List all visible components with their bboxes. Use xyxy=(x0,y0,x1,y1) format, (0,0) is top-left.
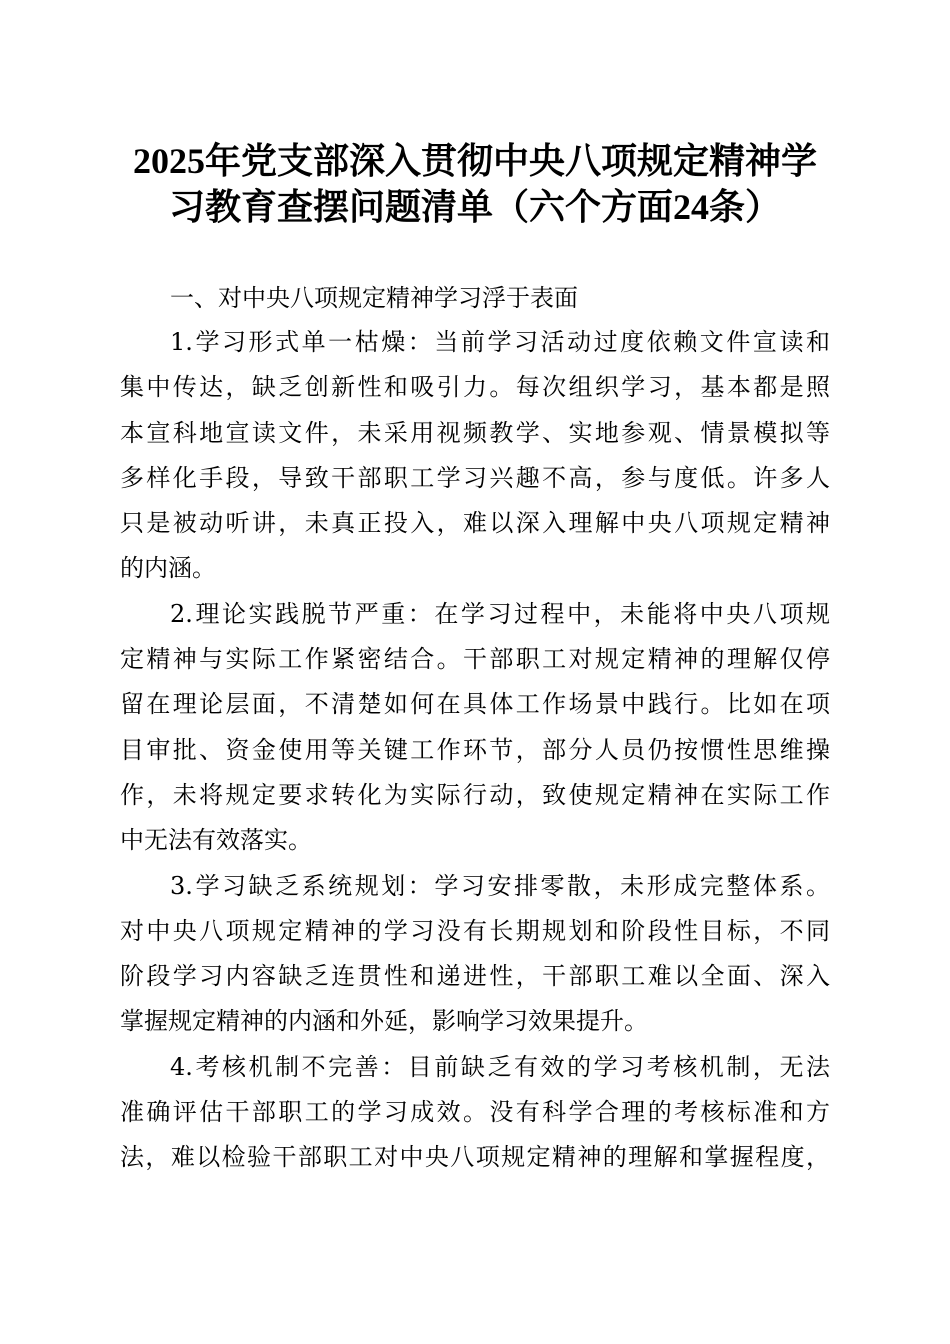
paragraph xyxy=(120,320,830,592)
paragraph-line: 的内涵。 xyxy=(120,554,216,583)
paragraph-line: 只是被动听讲，未真正投入，难以深入理解中央八项规定精神 xyxy=(120,509,830,538)
paragraph-line: 准确评估干部职工的学习成效。没有科学合理的考核标准和方 xyxy=(120,1098,830,1127)
paragraph xyxy=(120,1045,830,1181)
paragraph-line: 2.理论实践脱节严重：在学习过程中，未能将中央八项规 xyxy=(170,599,830,628)
paragraph-line: 法，难以检验干部职工对中央八项规定精神的理解和掌握程度， xyxy=(120,1143,830,1172)
paragraph-line: 4.考核机制不完善：目前缺乏有效的学习考核机制，无法 xyxy=(170,1052,830,1081)
paragraph xyxy=(120,864,830,1045)
title-line: 2025年党支部深入贯彻中央八项规定精神学 xyxy=(132,141,817,181)
paragraph-line: 本宣科地宣读文件，未采用视频教学、实地参观、情景模拟等 xyxy=(120,418,830,447)
paragraph-line: 中无法有效落实。 xyxy=(120,826,312,855)
paragraph-line: 1.学习形式单一枯燥：当前学习活动过度依赖文件宣读和 xyxy=(170,328,830,356)
paragraph-line: 对中央八项规定精神的学习没有长期规划和阶段性目标，不同 xyxy=(120,916,830,945)
paragraph-line: 目审批、资金使用等关键工作环节，部分人员仍按惯性思维操 xyxy=(120,735,830,764)
section-heading: 一、对中央八项规定精神学习浮于表面 xyxy=(170,284,578,312)
title-line: 习教育查摆问题清单（六个方面24条） xyxy=(168,187,781,227)
paragraph-line: 多样化手段，导致干部职工学习兴趣不高，参与度低。许多人 xyxy=(120,463,830,492)
document-body xyxy=(120,320,830,1181)
paragraph-line: 掌握规定精神的内涵和外延，影响学习效果提升。 xyxy=(120,1007,648,1036)
paragraph-line: 留在理论层面，不清楚如何在具体工作场景中践行。比如在项 xyxy=(120,690,830,719)
paragraph xyxy=(120,592,830,864)
paragraph-line: 作，未将规定要求转化为实际行动，致使规定精神在实际工作 xyxy=(120,780,830,809)
paragraph-line: 阶段学习内容缺乏连贯性和递进性，干部职工难以全面、深入 xyxy=(120,962,830,991)
document-title xyxy=(100,138,850,230)
paragraph-line: 集中传达，缺乏创新性和吸引力。每次组织学习，基本都是照 xyxy=(120,373,830,402)
paragraph-line: 定精神与实际工作紧密结合。干部职工对规定精神的理解仅停 xyxy=(120,645,830,674)
paragraph-line: 3.学习缺乏系统规划：学习安排零散，未形成完整体系。 xyxy=(170,871,830,900)
